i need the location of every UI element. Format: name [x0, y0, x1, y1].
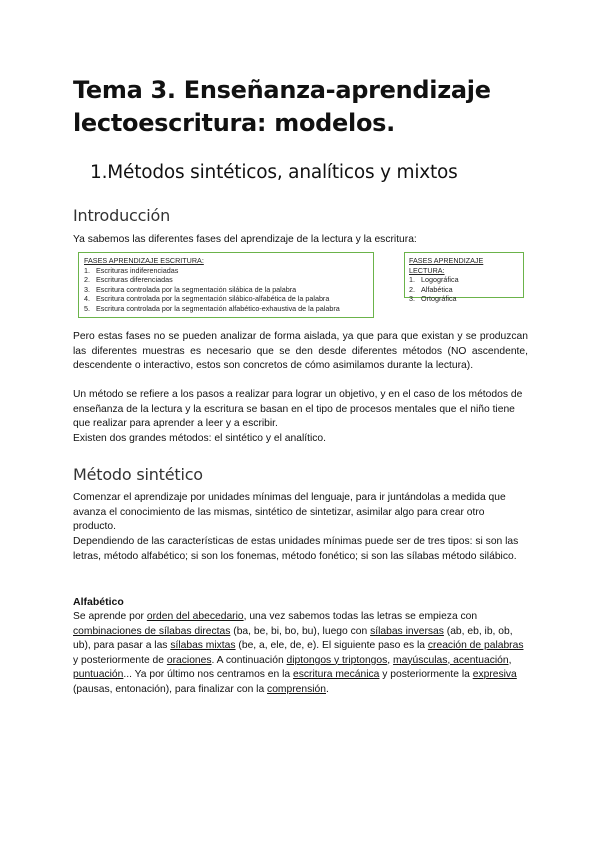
escritura-phases-box [78, 252, 374, 318]
phase-text: Escritura controlada por la segmentación alfabético-exhaustiva de la palabra [96, 303, 340, 313]
section-title [90, 162, 458, 183]
phase-item [409, 285, 519, 295]
text-segment: , [387, 654, 394, 666]
phase-number: 1. [84, 265, 90, 275]
lectura-phases-box [404, 252, 524, 304]
text-segment: . [326, 683, 329, 695]
text-segment: (ba, be, bi, bo, bu), luego con [230, 625, 371, 637]
underlined-term: orden del abecedario [146, 611, 244, 622]
underlined-term: expresiva [472, 669, 517, 680]
phase-text: Escritura controlada por la segmentación silábico-alfabética de la palabra [96, 294, 330, 304]
phase-text: Ortográfica [421, 294, 457, 304]
phase-text: Escrituras indiferenciadas [96, 265, 179, 275]
phase-text: Alfabética [421, 284, 453, 294]
underlined-term: sílabas mixtas [170, 640, 236, 651]
text-segment: (ab, eb, ib, ob, ub), para pasar a las [73, 625, 513, 651]
alfabetico-heading: Alfabético [73, 596, 124, 608]
underlined-term: diptongos y triptongos [286, 654, 388, 666]
phase-number: 5. [84, 303, 90, 313]
text-segment: Se aprende por [73, 611, 147, 622]
phase-number: 4. [84, 294, 90, 304]
phase-item [409, 294, 519, 304]
intro-paragraph-3: Existen dos grandes métodos: el sintético y el analítico. [73, 433, 326, 444]
phase-number: 1. [409, 275, 415, 285]
underlined-term: comprensión [267, 683, 326, 695]
phase-item [84, 266, 368, 276]
lectura-box-title: FASES APRENDIZAJE LECTURA: [409, 256, 484, 275]
sintetico-heading: Método sintético [73, 465, 203, 484]
phase-number: 3. [409, 294, 415, 304]
phase-number: 3. [84, 284, 90, 294]
lectura-phase-list [409, 275, 519, 304]
intro-paragraph-1: Pero estas fases no se pueden analizar de forma aislada, ya que para que existan y se produzcan las diferentes muestras es necesario que se den desde diferentes métodos (NO ascendente, descendente o interactivo, estos son concretos de cómo asimilamos durante la lectura). [73, 331, 528, 371]
text-segment: y posteriormente la [379, 669, 473, 680]
escritura-phase-list [84, 266, 368, 314]
underlined-term: combinaciones de sílabas directas [73, 625, 231, 637]
underlined-term: creación de palabras [427, 640, 524, 651]
phase-text: Escritura controlada por la segmentación silábica de la palabra [96, 284, 297, 294]
section-number: 1. [90, 162, 108, 183]
underlined-term: escritura mecánica [293, 669, 380, 680]
text-segment: ... Ya por último nos centramos en la [123, 669, 293, 680]
underlined-term: sílabas inversas [370, 625, 444, 637]
sintetico-paragraph-2: Dependiendo de las características de estas unidades mínimas puede ser de tres tipos: si son las letras, método alfabético; si son los fonemas, método fonético; si son las sílabas método silábico. [73, 536, 519, 562]
phase-number: 2. [409, 284, 415, 294]
text-segment: y posteriormente de [73, 654, 167, 666]
phase-item [84, 285, 368, 295]
sintetico-paragraph-1: Comenzar el aprendizaje por unidades mínimas del lenguaje, para ir juntándolas a medida que avanza el conocimiento de las mismas, sintético de sintetizar, asimilar algo para crear otro producto. [73, 492, 506, 532]
phase-item [409, 275, 519, 285]
underlined-term: oraciones [166, 654, 212, 666]
phase-number: 2. [84, 275, 90, 285]
page-title: Tema 3. Enseñanza-aprendizaje lectoescritura: modelos. [73, 76, 491, 137]
text-segment: (be, a, ele, de, e). El siguiente paso es la [235, 640, 428, 651]
phase-text: Logográfica [421, 275, 459, 285]
text-segment: , una vez sabemos todas las letras se empieza con [243, 611, 478, 622]
intro-lead: Ya sabemos las diferentes fases del aprendizaje de la lectura y la escritura: [73, 234, 417, 245]
intro-paragraph-2: Un método se refiere a los pasos a realizar para lograr un objetivo, y en el caso de los métodos de enseñanza de la lectura y la escritura se basan en el tipo de procesos mentales que el niño tiene que realizar para aprender a leer y a escribir. [73, 389, 523, 429]
phase-item [84, 294, 368, 304]
text-segment: . A continuación [211, 654, 287, 666]
phase-text: Escrituras diferenciadas [96, 275, 173, 285]
intro-heading: Introducción [73, 206, 171, 225]
phase-item [84, 275, 368, 285]
underlined-term: mayúsculas, acentuación, puntuación [73, 654, 512, 680]
alfabetico-paragraph [73, 610, 528, 697]
text-segment: (pausas, entonación), para finalizar con la [73, 683, 268, 695]
phase-item [84, 304, 368, 314]
section-title-text: Métodos sintéticos, analíticos y mixtos [107, 162, 458, 183]
escritura-box-title: FASES APRENDIZAJE ESCRITURA: [84, 256, 204, 265]
